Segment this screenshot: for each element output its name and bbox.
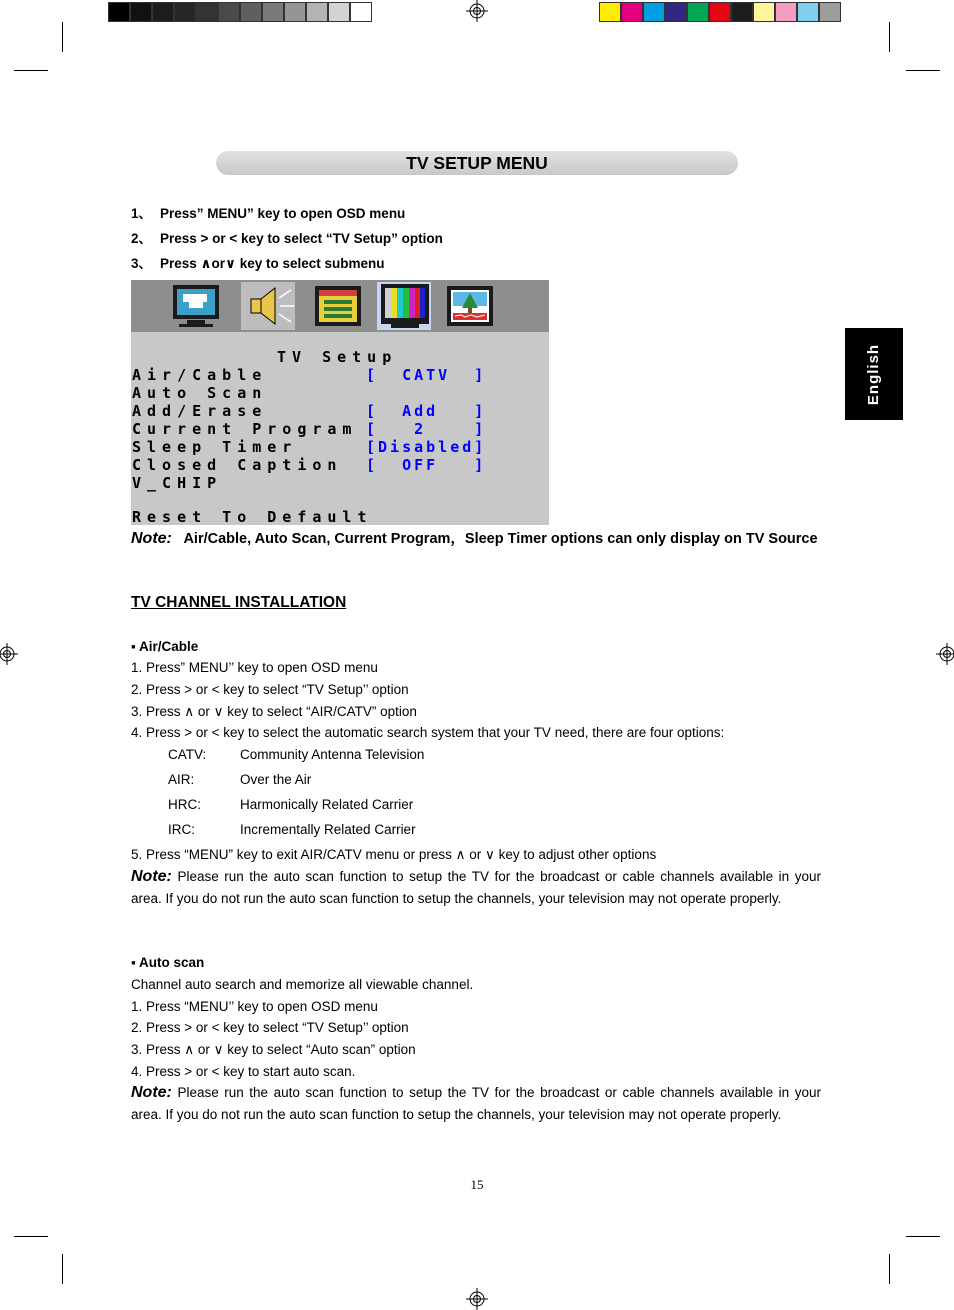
instruction-line: 3. Press ∧ or ∨ key to select “AIR/CATV” option xyxy=(131,704,417,719)
option-row xyxy=(168,746,424,764)
section-heading: TV CHANNEL INSTALLATION xyxy=(131,594,347,611)
osd-heading: TV Setup xyxy=(277,348,398,366)
option-code: AIR: xyxy=(168,772,195,787)
option-code: HRC: xyxy=(168,797,201,812)
osd-row-label: Closed Caption xyxy=(132,456,343,474)
step-item xyxy=(131,205,443,230)
osd-row-label: V_CHIP xyxy=(132,474,223,492)
osd-reset-label: Reset To Default xyxy=(132,508,373,526)
color-swatch xyxy=(350,2,372,22)
color-swatch xyxy=(108,2,130,22)
option-row xyxy=(168,821,416,839)
page-title-banner xyxy=(216,151,738,175)
speaker-icon xyxy=(241,282,295,330)
instruction-line: 4. Press > or < key to start auto scan. xyxy=(131,1064,356,1079)
color-swatch xyxy=(196,2,218,22)
color-swatch xyxy=(665,2,687,22)
osd-row-value: [Disabled] xyxy=(366,438,487,456)
instruction-line: 1. Press “MENU’’ key to open OSD menu xyxy=(131,999,378,1014)
registration-mark-icon xyxy=(466,1288,488,1310)
color-swatch xyxy=(775,2,797,22)
color-swatch xyxy=(328,2,350,22)
color-swatch xyxy=(731,2,753,22)
note-label: Note: xyxy=(131,530,172,547)
note-paragraph xyxy=(131,866,821,910)
crop-mark xyxy=(889,1254,890,1284)
landscape-tv-icon xyxy=(443,282,497,330)
color-swatch xyxy=(599,2,621,22)
monitor-icon xyxy=(169,282,223,330)
osd-row-label: Add/Erase xyxy=(132,402,268,420)
color-swatch xyxy=(152,2,174,22)
note-text: Please run the auto scan function to setup the TV for the broadcast or cable channels available in your area. If you do not run the auto scan function to setup the channels, your television may not operate properly. xyxy=(131,869,821,906)
registration-mark-icon xyxy=(0,643,18,665)
crop-mark xyxy=(906,1236,940,1237)
subsection-heading: ▪ Auto scan xyxy=(131,955,205,970)
step-number: 3、 xyxy=(131,256,153,271)
crop-mark xyxy=(62,22,63,52)
osd-row-value: [ OFF ] xyxy=(366,456,487,474)
step-number: 2、 xyxy=(131,231,153,246)
color-swatch xyxy=(218,2,240,22)
option-desc: Community Antenna Television xyxy=(240,747,425,762)
option-row xyxy=(168,796,413,814)
osd-row-label: Sleep Timer xyxy=(132,438,298,456)
color-swatch xyxy=(643,2,665,22)
registration-mark-icon xyxy=(466,0,488,22)
color-swatch xyxy=(621,2,643,22)
osd-menu-screenshot xyxy=(131,280,549,525)
instruction-line: 1. Press” MENU’’ key to open OSD menu xyxy=(131,660,378,675)
option-desc: Incrementally Related Carrier xyxy=(240,822,416,837)
crop-mark xyxy=(14,1236,48,1237)
color-swatch xyxy=(306,2,328,22)
note-paragraph xyxy=(131,528,831,550)
instruction-line: 2. Press > or < key to select “TV Setup’’ option xyxy=(131,1020,409,1035)
note-label: Note: xyxy=(131,868,172,885)
color-swatch xyxy=(284,2,306,22)
osd-icon-bar xyxy=(131,280,549,332)
instruction-line: 3. Press ∧ or ∨ key to select “Auto scan” option xyxy=(131,1042,416,1057)
step-text: Press ∧or∨ key to select submenu xyxy=(160,256,385,271)
step-text: Press > or < key to select “TV Setup” option xyxy=(160,231,443,246)
language-tab xyxy=(845,328,903,420)
note-paragraph xyxy=(131,1082,821,1126)
color-swatch xyxy=(130,2,152,22)
subsection-heading: ▪ Air/Cable xyxy=(131,639,199,654)
crop-mark xyxy=(14,70,48,71)
crop-mark xyxy=(62,1254,63,1284)
instruction-line: Channel auto search and memorize all viewable channel. xyxy=(131,977,474,992)
color-swatch xyxy=(262,2,284,22)
page-title: TV SETUP MENU xyxy=(406,152,548,173)
crop-mark xyxy=(889,22,890,52)
page-number: 15 xyxy=(470,1177,484,1192)
step-number: 1、 xyxy=(131,206,153,221)
step-item xyxy=(131,230,443,255)
color-swatch xyxy=(819,2,841,22)
osd-row-label: Auto Scan xyxy=(132,384,268,402)
instruction-line: 2. Press > or < key to select “TV Setup’’ option xyxy=(131,682,409,697)
color-swatch xyxy=(687,2,709,22)
color-swatch xyxy=(174,2,196,22)
grayscale-swatch-bar xyxy=(108,2,372,22)
option-row xyxy=(168,771,311,789)
note-text: Air/Cable, Auto Scan, Current Program，Sleep Timer options can only display on TV Source xyxy=(183,531,818,547)
color-bars-tv-icon xyxy=(377,282,431,330)
step-text: Press” MENU” key to open OSD menu xyxy=(160,206,406,221)
color-swatch xyxy=(709,2,731,22)
option-desc: Over the Air xyxy=(240,772,312,787)
instruction-line: 4. Press > or < key to select the automatic search system that your TV need, there are four options: xyxy=(131,725,725,740)
osd-row-value: [ Add ] xyxy=(366,402,487,420)
osd-row-label: Current Program xyxy=(132,420,358,438)
registration-mark-icon xyxy=(936,643,954,665)
step-item xyxy=(131,255,443,280)
instruction-line: 5. Press “MENU” key to exit AIR/CATV menu or press ∧ or ∨ key to adjust other options xyxy=(131,847,657,862)
osd-row-value: [ 2 ] xyxy=(366,420,487,438)
color-swatch xyxy=(797,2,819,22)
note-text: Please run the auto scan function to setup the TV for the broadcast or cable channels available in your area. If you do not run the auto scan function to setup the channels, your television may not operate properly. xyxy=(131,1085,821,1122)
color-swatch xyxy=(240,2,262,22)
language-tab-label: English xyxy=(865,343,883,405)
option-code: IRC: xyxy=(168,822,195,837)
steps-list xyxy=(131,205,443,280)
window-icon xyxy=(311,282,365,330)
osd-row-value: [ CATV ] xyxy=(366,366,487,384)
option-code: CATV: xyxy=(168,747,207,762)
note-label: Note: xyxy=(131,1084,172,1101)
osd-row-label: Air/Cable xyxy=(132,366,268,384)
option-desc: Harmonically Related Carrier xyxy=(240,797,414,812)
crop-mark xyxy=(906,70,940,71)
color-swatch-bar xyxy=(599,2,841,22)
color-swatch xyxy=(753,2,775,22)
